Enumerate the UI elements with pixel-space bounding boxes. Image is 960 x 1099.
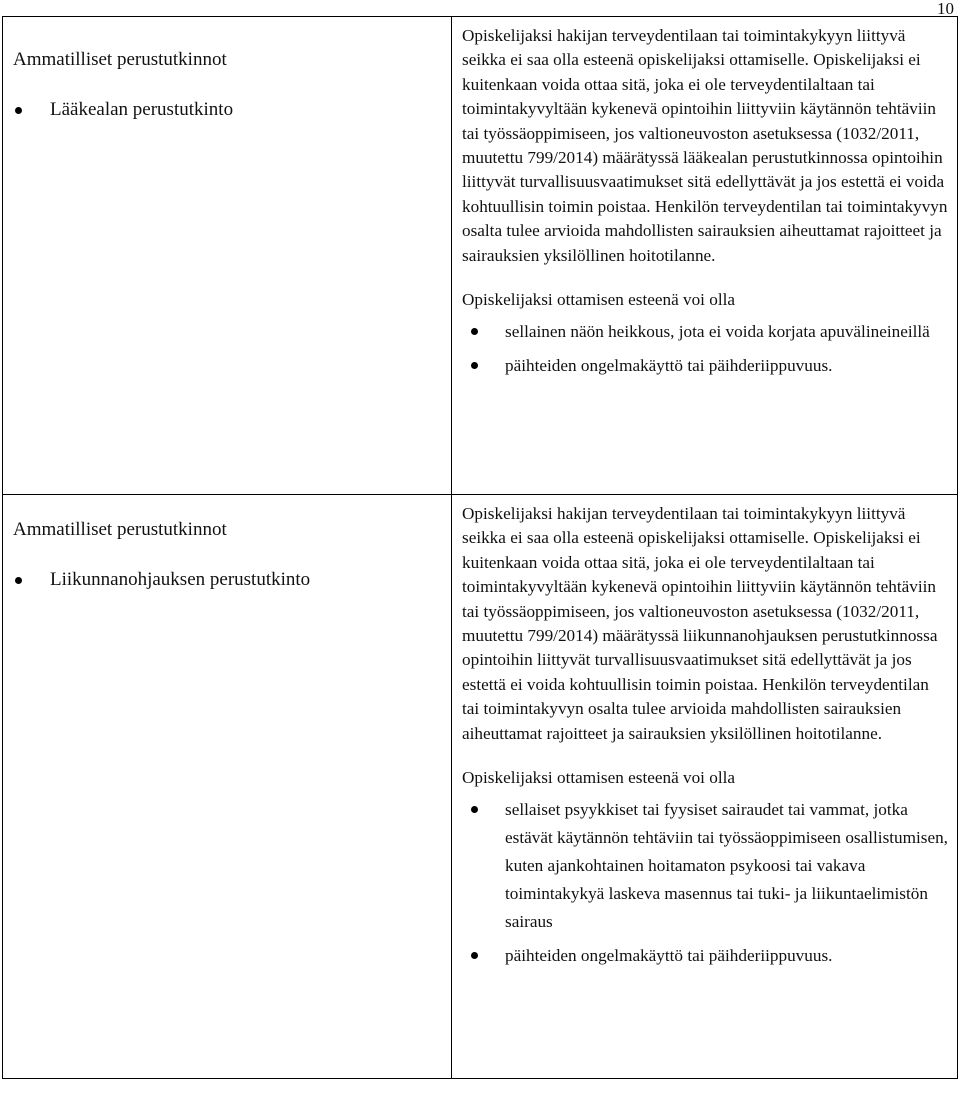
- obstacle-item: [462, 318, 949, 346]
- degree-cell: [3, 17, 452, 495]
- bullet-icon: [471, 806, 478, 813]
- obstacles-intro: Opiskelijaksi ottamisen esteenä voi olla: [462, 290, 736, 310]
- obstacle-list: [462, 318, 949, 380]
- bullet-icon: [471, 362, 478, 369]
- degree-name: Lääkealan perustutkinto: [50, 99, 234, 120]
- bullet-icon: [471, 952, 478, 959]
- requirements-paragraph: Opiskelijaksi hakijan terveydentilaan tai toimintakykyyn liittyvä seikka ei saa olla esteenä opiskelijaksi ottamiselle. Opiskelijaksi ei kuitenkaan voida ottaa sitä, joka ei ole terveydentilaltaan tai toimintakyvyltään kykenevä opintoihin liittyviin käytännön tehtäviin tai työssäoppimiseen, jos valtioneuvoston asetuksessa (1032/2011, muutettu 799/2014) määrätyssä liikunnanohjauksen perustutkinnossa opintoihin liittyvät turvallisuusvaatimukset sitä edellyttävät ja jos estettä ei voida kohtuullisin toimin poistaa. Henkilön terveydentilan tai toimintakyvyn osalta tulee arvioida mahdollisten sairauksien aiheuttamat rajoitteet ja sairauksien yksilöllinen hoitotilanne.: [462, 504, 938, 743]
- degree-category: Ammatilliset perustutkinnot: [13, 519, 227, 540]
- degree-cell: [3, 495, 452, 1079]
- obstacle-text: päihteiden ongelmakäyttö tai päihderiippuvuus.: [505, 356, 833, 376]
- degree-name: Liikunnanohjauksen perustutkinto: [50, 569, 311, 590]
- obstacle-text: päihteiden ongelmakäyttö tai päihderiippuvuus.: [505, 946, 833, 966]
- obstacle-item: [462, 352, 949, 380]
- requirements-table: [2, 16, 958, 1079]
- obstacle-item: [462, 796, 949, 936]
- obstacles-intro: Opiskelijaksi ottamisen esteenä voi olla: [462, 768, 736, 788]
- requirements-cell: [452, 17, 958, 495]
- degree-category: Ammatilliset perustutkinnot: [13, 49, 227, 70]
- table-row: [3, 17, 958, 495]
- table-row: [3, 495, 958, 1079]
- obstacle-text: sellaiset psyykkiset tai fyysiset sairaudet tai vammat, jotka estävät käytännön tehtäviin tai työssäoppimiseen osallistumisen, kuten ajankohtainen hoitamaton psykoosi tai vakava toimintakykyä laskeva masennus tai tuki- ja liikuntaelimistön sairaus: [505, 800, 948, 932]
- requirements-paragraph: Opiskelijaksi hakijan terveydentilaan tai toimintakykyyn liittyvä seikka ei saa olla esteenä opiskelijaksi ottamiselle. Opiskelijaksi ei kuitenkaan voida ottaa sitä, joka ei ole terveydentilaltaan tai toimintakyvyltään kykenevä opintoihin liittyviin käytännön tehtäviin tai työssäoppimiseen, jos valtioneuvoston asetuksessa (1032/2011, muutettu 799/2014) määrätyssä lääkealan perustutkinnossa opintoihin liittyvät turvallisuusvaatimukset sitä edellyttävät ja jos estettä ei voida kohtuullisin toimin poistaa. Henkilön terveydentilan tai toimintakyvyn osalta tulee arvioida mahdollisten sairauksien aiheuttamat rajoitteet ja sairauksien yksilöllinen hoitotilanne.: [462, 26, 948, 265]
- obstacle-item: [462, 942, 949, 970]
- degree-list-item: [13, 567, 451, 593]
- degree-list-item: [13, 97, 451, 123]
- obstacle-list: [462, 796, 949, 970]
- page-number: 10: [937, 0, 954, 18]
- requirements-cell: [452, 495, 958, 1079]
- bullet-icon: [15, 577, 22, 584]
- bullet-icon: [471, 328, 478, 335]
- obstacle-text: sellainen näön heikkous, jota ei voida korjata apuvälineineillä: [505, 322, 930, 342]
- bullet-icon: [15, 107, 22, 114]
